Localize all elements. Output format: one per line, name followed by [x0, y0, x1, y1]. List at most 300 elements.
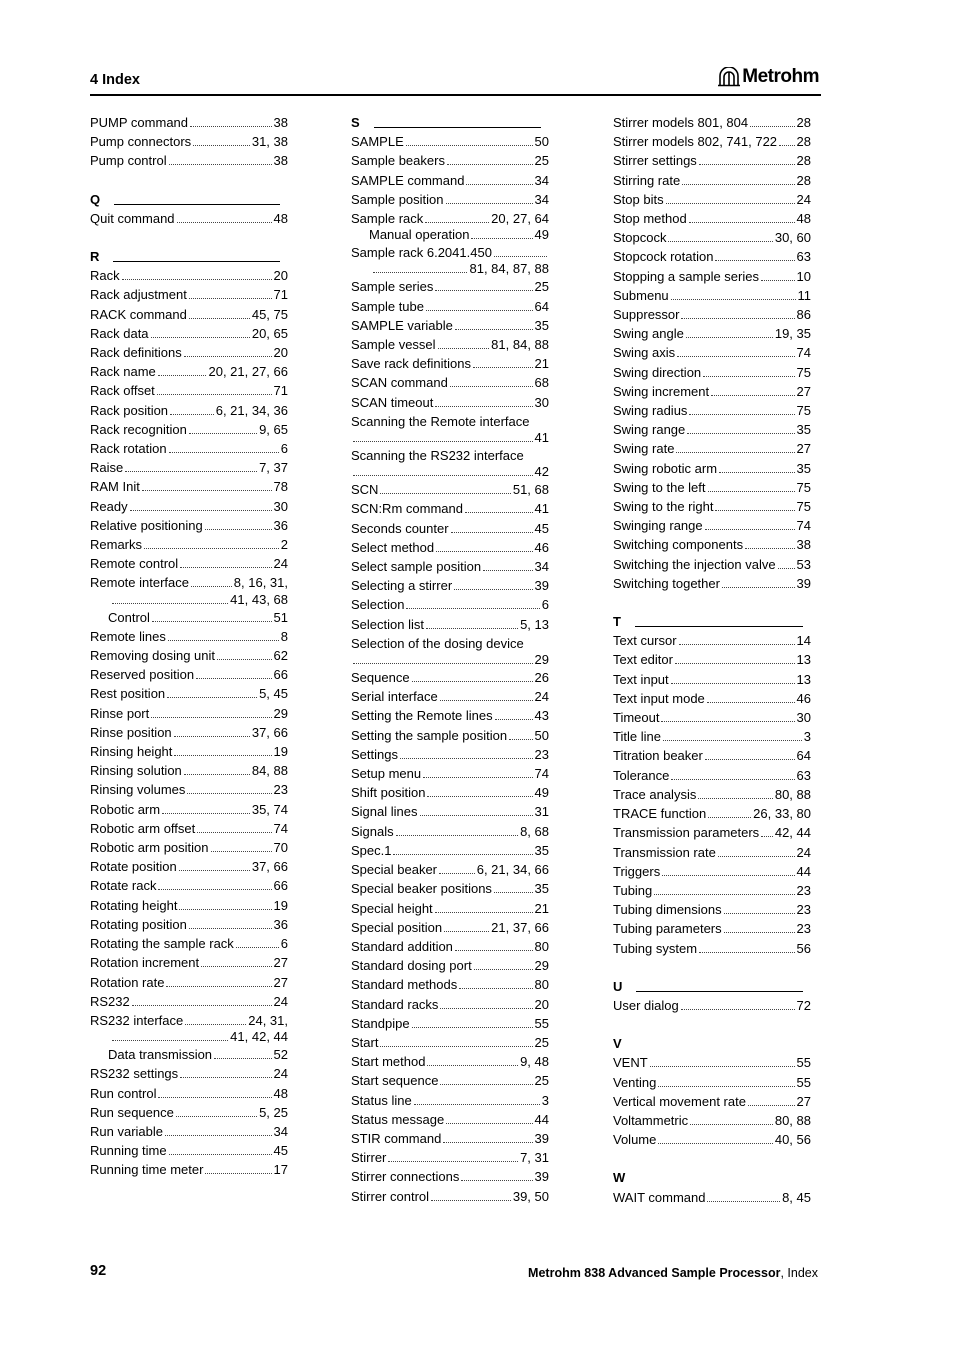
index-column-2 [351, 113, 549, 1206]
index-term: Rotating the sample rack [90, 936, 234, 952]
index-entry [351, 745, 549, 764]
index-entry [351, 956, 549, 975]
leader-dots [471, 238, 532, 239]
page-refs: 28 [796, 153, 811, 169]
leader-dots [466, 184, 532, 185]
index-term: Tolerance [613, 767, 670, 783]
index-term: Settings [351, 746, 398, 762]
index-term: SCN:Rm command [351, 501, 463, 517]
index-term: Special beaker positions [351, 881, 492, 897]
leader-dots [715, 510, 794, 511]
index-term: Sample series [351, 279, 434, 295]
page-refs: 2 [280, 537, 288, 553]
index-term: SCAN command [351, 375, 448, 391]
page-refs: 38 [796, 537, 811, 553]
page-refs: 39, 50 [512, 1188, 549, 1204]
index-entry [90, 516, 288, 535]
page-refs: 26, 33, 80 [753, 806, 811, 822]
leader-dots [388, 1161, 518, 1162]
page-refs: 30 [273, 498, 288, 514]
index-term: Running time meter [90, 1162, 204, 1178]
index-term: Save rack definitions [351, 356, 471, 372]
leader-dots [494, 892, 533, 893]
index-entry [351, 899, 549, 918]
leader-dots [473, 367, 533, 368]
index-entry [90, 458, 288, 477]
page-refs: 23 [796, 882, 811, 898]
leader-dots [353, 663, 533, 664]
page-refs: 8, 16, 31, [233, 575, 288, 591]
page-refs: 25 [534, 153, 549, 169]
index-entry [90, 439, 288, 458]
index-entry [351, 151, 549, 170]
page-refs: 43 [534, 708, 549, 724]
index-entry [351, 615, 549, 634]
index-entry-term: Scanning the RS232 interface [351, 448, 524, 464]
index-term: TRACE function [613, 806, 707, 822]
page-refs: 29 [534, 652, 549, 668]
index-term: Sample rack [351, 211, 424, 226]
page-refs: 29 [534, 958, 549, 974]
leader-dots [190, 126, 272, 127]
leader-dots [761, 836, 773, 837]
leader-dots [440, 1084, 532, 1085]
page-refs: 11 [797, 287, 811, 303]
leader-dots [675, 663, 795, 664]
page-refs: 39 [796, 575, 811, 591]
index-entry [351, 1014, 549, 1033]
index-entry [351, 937, 549, 956]
index-term: Selecting a stirrer [351, 578, 453, 594]
leader-dots [197, 832, 271, 833]
page-refs: 17 [273, 1162, 288, 1178]
leader-dots [158, 889, 271, 890]
index-term: Text input [613, 671, 669, 687]
index-entry [90, 857, 288, 876]
index-term: Sample position [351, 191, 444, 207]
page-refs: 35, 74 [251, 801, 288, 817]
index-term: Titration beaker [613, 748, 703, 764]
leader-dots [423, 777, 532, 778]
index-entry [613, 151, 811, 170]
index-term: Robotic arm [90, 801, 161, 817]
index-entry [90, 876, 288, 895]
page-refs: 46 [796, 690, 811, 706]
page-refs: 3 [803, 729, 811, 745]
index-entry-continuation [351, 262, 549, 277]
index-term: Stirrer control [351, 1188, 430, 1204]
leader-dots [440, 700, 533, 701]
page-refs: 68 [534, 375, 549, 391]
leader-dots [166, 986, 271, 987]
page-refs: 44 [534, 1111, 549, 1127]
index-entry [90, 934, 288, 953]
leader-dots [455, 329, 533, 330]
leader-dots [189, 318, 250, 319]
index-entry [613, 228, 811, 247]
index-entry [90, 704, 288, 723]
page-refs: 75 [796, 499, 811, 515]
page-refs: 63 [796, 249, 811, 265]
index-entry [90, 151, 288, 170]
leader-dots [112, 603, 228, 604]
index-term: Pump connectors [90, 134, 192, 150]
index-term: Swing to the left [613, 479, 706, 495]
leader-dots [689, 222, 795, 223]
index-term: Selection list [351, 616, 424, 632]
index-entry [90, 973, 288, 992]
page-refs: 81, 84, 87, 88 [469, 261, 549, 277]
leader-dots [438, 348, 490, 349]
index-term: Robotic arm position [90, 840, 209, 856]
index-entry [351, 595, 549, 614]
index-term: Setting the Remote lines [351, 708, 493, 724]
leader-dots [654, 894, 794, 895]
index-entry [613, 631, 811, 650]
leader-dots [465, 512, 533, 513]
page-refs: 78 [273, 479, 288, 495]
leader-dots [380, 493, 510, 494]
index-entry [351, 879, 549, 898]
index-entry [351, 687, 549, 706]
page-refs: 38 [273, 115, 288, 130]
page-refs: 9, 48 [520, 1054, 549, 1070]
page-refs: 45, 75 [251, 306, 288, 322]
index-term: Rack rotation [90, 441, 167, 457]
page-refs: 23 [796, 902, 811, 918]
leader-dots [689, 414, 794, 415]
index-term: Rinsing solution [90, 763, 182, 779]
leader-dots [414, 1104, 540, 1105]
index-term: Stirring rate [613, 172, 681, 188]
leader-dots [205, 529, 272, 530]
page-refs: 36 [273, 517, 288, 533]
leader-dots [425, 222, 489, 223]
page-refs: 24 [796, 844, 811, 860]
index-term: Spec.1 [351, 842, 392, 858]
index-term: Removing dosing unit [90, 648, 216, 664]
leader-dots [185, 1024, 246, 1025]
index-term: Swing range [613, 422, 686, 438]
index-entry [613, 401, 811, 420]
index-entry [613, 900, 811, 919]
index-term: Stop bits [613, 191, 664, 207]
leader-dots [711, 395, 794, 396]
index-term: Switching components [613, 537, 744, 553]
page-refs: 6 [280, 936, 288, 952]
page-refs: 23 [534, 746, 549, 762]
page-refs: 39 [534, 1169, 549, 1185]
leader-dots [184, 356, 272, 357]
page-refs: 13 [796, 671, 811, 687]
index-entry [351, 726, 549, 745]
index-term: Select sample position [351, 559, 482, 575]
index-entry [613, 823, 811, 842]
index-entry [90, 1084, 288, 1103]
index-entry [90, 1141, 288, 1160]
page-refs: 21, 37, 66 [491, 919, 549, 935]
leader-dots [671, 683, 795, 684]
index-term: Tubing [613, 882, 653, 898]
page-refs: 39 [534, 1130, 549, 1146]
leader-dots [122, 279, 272, 280]
index-entry [613, 209, 811, 228]
index-term: Voltammetric [613, 1112, 689, 1128]
page-refs: 19, 35 [774, 326, 811, 342]
index-entry [351, 822, 549, 841]
page-refs: 55 [534, 1015, 549, 1031]
page-refs: 30 [796, 710, 811, 726]
leader-dots [451, 532, 533, 533]
index-term: Swinging range [613, 518, 703, 534]
page-refs: 51 [273, 609, 288, 625]
leader-dots [687, 433, 794, 434]
page-refs: 27 [796, 441, 811, 457]
index-entry [90, 324, 288, 343]
page-refs: 27 [796, 1093, 811, 1109]
index-entry [351, 1110, 549, 1129]
index-term: Swing direction [613, 364, 702, 380]
section-rule [636, 991, 803, 992]
leader-dots [412, 1027, 533, 1028]
leader-dots [214, 1058, 271, 1059]
leader-dots [420, 815, 533, 816]
leader-dots [353, 441, 533, 442]
index-term: Signal lines [351, 804, 418, 820]
leader-dots [151, 337, 250, 338]
index-term: Raise [90, 460, 124, 476]
page-refs: 55 [796, 1055, 811, 1071]
index-term: Sample rack 6.2041.450 [351, 245, 492, 261]
leader-dots [699, 952, 794, 953]
leader-dots [157, 394, 272, 395]
leader-dots [718, 856, 795, 857]
index-term: RS232 settings [90, 1066, 179, 1082]
index-entry [90, 209, 288, 228]
index-term: Sequence [351, 670, 410, 686]
page-refs: 28 [796, 172, 811, 188]
leader-dots [205, 1173, 271, 1174]
page-refs: 6 [541, 597, 549, 613]
index-entry [90, 132, 288, 151]
index-term: PUMP command [90, 115, 189, 130]
leader-dots [165, 1135, 272, 1136]
leader-dots [748, 1105, 795, 1106]
index-entry [90, 535, 288, 554]
page-refs: 35 [796, 460, 811, 476]
page-refs: 21 [534, 356, 549, 372]
index-entry [90, 1122, 288, 1141]
page-refs: 46 [534, 539, 549, 555]
page-refs: 80, 88 [774, 1112, 811, 1128]
leader-dots [187, 793, 271, 794]
index-term: Rack name [90, 364, 156, 380]
page-refs: 8 [280, 628, 288, 644]
leader-dots [412, 681, 533, 682]
leader-dots [176, 1116, 257, 1117]
page-refs: 81, 84, 88 [491, 337, 549, 353]
page-refs: 6 [280, 441, 288, 457]
index-term: VENT [613, 1055, 648, 1071]
page-refs: 39 [534, 578, 549, 594]
index-entry [613, 113, 811, 132]
index-term: SAMPLE variable [351, 317, 453, 333]
index-column-1 [90, 113, 288, 1180]
index-entry-continuation [351, 653, 549, 668]
leader-dots [677, 356, 794, 357]
index-term: Rotate rack [90, 878, 157, 894]
index-term: Stirrer models 801, 804 [613, 115, 749, 130]
index-entry [351, 668, 549, 687]
index-entry [613, 382, 811, 401]
page-refs: 80 [534, 938, 549, 954]
page-refs: 56 [796, 940, 811, 956]
document-title-bold: Metrohm 838 Advanced Sample Processor [528, 1266, 781, 1280]
index-term: Rotating height [90, 897, 178, 913]
page-refs: 25 [534, 1034, 549, 1050]
index-term: Selection [351, 597, 405, 613]
page-refs: 41 [534, 501, 549, 517]
index-entry [613, 727, 811, 746]
document-title [528, 1266, 818, 1280]
index-term: WAIT command [613, 1189, 706, 1205]
index-entry [351, 576, 549, 595]
page-refs: 50 [534, 727, 549, 743]
leader-dots [455, 950, 533, 951]
leader-dots [191, 586, 232, 587]
index-term: Setting the sample position [351, 727, 508, 743]
index-entry [613, 439, 811, 458]
index-entry [351, 995, 549, 1014]
index-term: Stop method [613, 211, 687, 227]
leader-dots [217, 659, 272, 660]
leader-dots [724, 913, 795, 914]
leader-dots [180, 1077, 271, 1078]
leader-dots [778, 568, 795, 569]
index-entry [351, 1071, 549, 1090]
index-term: SAMPLE command [351, 172, 465, 188]
leader-dots [681, 1009, 795, 1010]
index-term: Start sequence [351, 1073, 439, 1089]
index-entry [613, 1130, 811, 1149]
page-refs: 7, 37 [259, 460, 288, 476]
page-refs: 86 [796, 307, 811, 323]
leader-dots [158, 375, 207, 376]
leader-dots [380, 1046, 532, 1047]
index-entry [351, 171, 549, 190]
index-term: Stopping a sample series [613, 268, 759, 284]
leader-dots [650, 1066, 795, 1067]
index-term: Data transmission [108, 1047, 213, 1063]
index-entry [613, 996, 811, 1015]
leader-dots [169, 164, 272, 165]
metrohm-emblem-icon [718, 67, 740, 87]
index-entry [613, 478, 811, 497]
page-refs: 24 [273, 556, 288, 572]
page-refs: 49 [534, 227, 549, 243]
leader-dots [779, 145, 794, 146]
index-entry [90, 420, 288, 439]
index-term: Text cursor [613, 633, 677, 649]
index-term: Rinse position [90, 724, 172, 740]
leader-dots [152, 621, 272, 622]
index-term: RACK command [90, 306, 187, 322]
page-refs: 24 [796, 191, 811, 207]
section-rule [635, 626, 803, 627]
index-entry [90, 627, 288, 646]
leader-dots [761, 280, 795, 281]
leader-dots [189, 928, 272, 929]
index-term: Seconds counter [351, 520, 449, 536]
index-entry [90, 896, 288, 915]
index-term: Tubing dimensions [613, 902, 722, 918]
page-refs: 27 [796, 383, 811, 399]
index-term: Volume [613, 1132, 657, 1148]
index-entry [613, 746, 811, 765]
index-entry [90, 800, 288, 819]
index-entry [613, 939, 811, 958]
page-refs: 29 [273, 705, 288, 721]
leader-dots [426, 628, 518, 629]
leader-dots [167, 697, 257, 698]
page-refs: 48 [273, 1085, 288, 1101]
index-term: Special height [351, 900, 433, 916]
index-term: Title line [613, 729, 661, 745]
index-entry [613, 132, 811, 151]
index-entry [90, 1045, 288, 1064]
index-entry [351, 480, 549, 499]
index-entry [613, 1188, 811, 1207]
page-refs: 36 [273, 916, 288, 932]
page-refs: 34 [534, 559, 549, 575]
leader-dots [196, 678, 271, 679]
index-entry [90, 285, 288, 304]
page-refs: 74 [273, 820, 288, 836]
page-refs: 40, 56 [774, 1132, 811, 1148]
leader-dots [435, 290, 532, 291]
page-refs: 31, 38 [251, 134, 288, 150]
section-rule [114, 204, 280, 205]
index-term: Signals [351, 823, 394, 839]
index-entry [351, 228, 549, 243]
page-refs: 37, 66 [251, 859, 288, 875]
page-refs: 35 [534, 317, 549, 333]
leader-dots [495, 719, 533, 720]
leader-dots [724, 932, 795, 933]
leader-dots [406, 145, 533, 146]
page-refs: 24, 31, [248, 1012, 288, 1028]
index-entry [90, 343, 288, 362]
section-letter: T [613, 614, 621, 630]
index-entry [613, 247, 811, 266]
index-entry [351, 393, 549, 412]
page-refs: 8, 68 [520, 823, 549, 839]
leader-dots [189, 433, 257, 434]
page-refs: 13 [796, 652, 811, 668]
index-entry [351, 243, 549, 262]
index-term: Swing to the right [613, 499, 714, 515]
index-term: Select method [351, 539, 435, 555]
leader-dots [703, 376, 794, 377]
leader-dots [427, 796, 532, 797]
page-refs: 48 [273, 210, 288, 226]
leader-dots [658, 1086, 794, 1087]
page-refs: 71 [273, 287, 288, 303]
page-refs: 9, 65 [259, 421, 288, 437]
index-entry [90, 381, 288, 400]
page-refs: 41, 43, 68 [230, 591, 288, 607]
index-term: Start method [351, 1054, 426, 1070]
